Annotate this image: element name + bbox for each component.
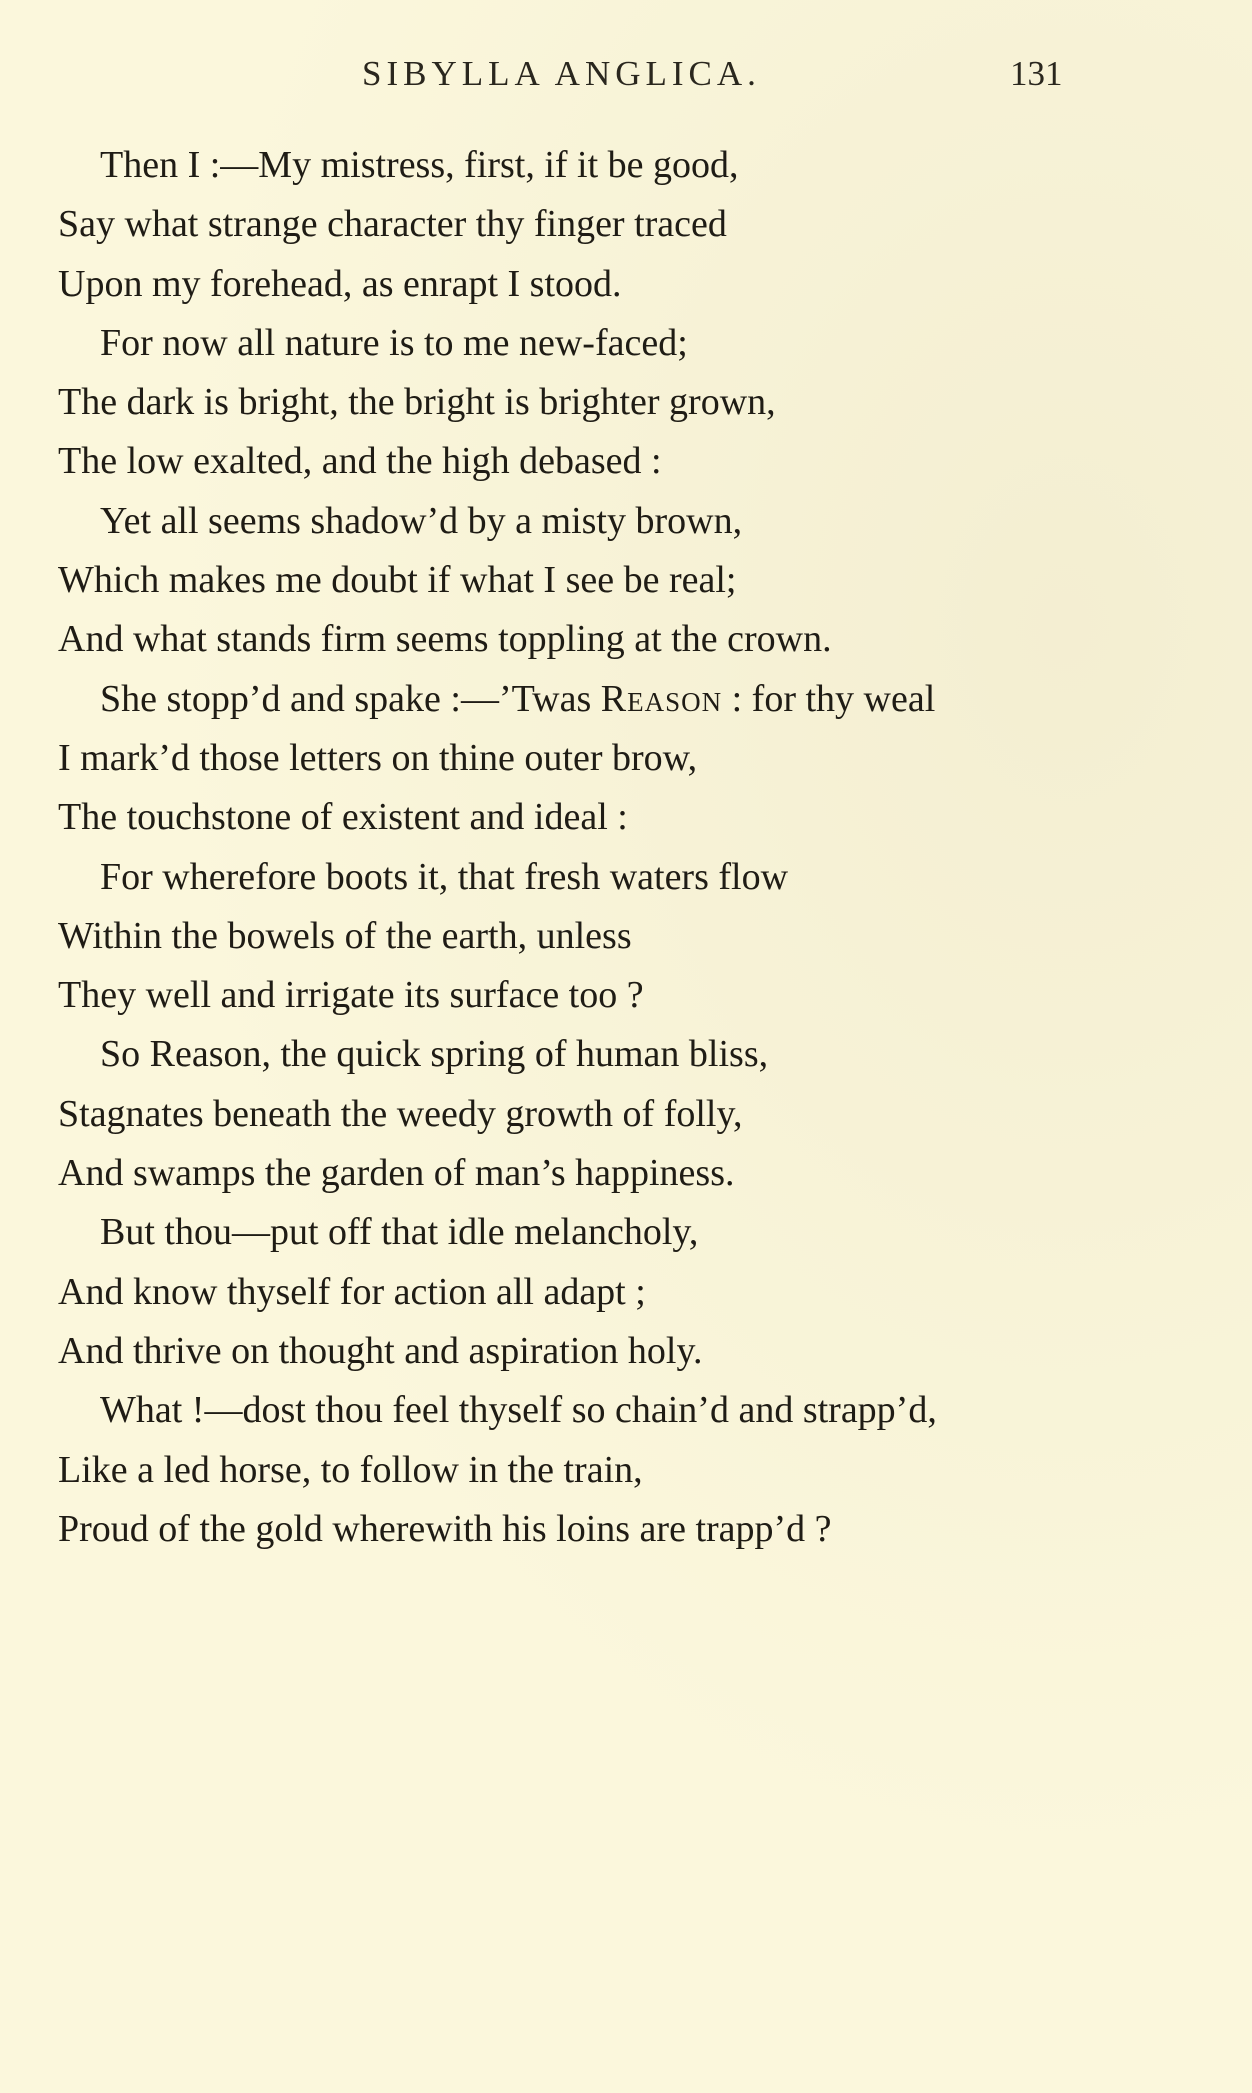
poem-line: Say what strange character thy finger traced (58, 203, 727, 246)
poem-line: For wherefore boots it, that fresh waters flow (100, 855, 789, 898)
poem-line: For now all nature is to me new-faced; (100, 321, 688, 364)
poem-line (58, 670, 1178, 729)
reason-smallcaps: Reason (600, 677, 723, 720)
line-text-after: : for thy weal (722, 677, 936, 720)
page-number: 131 (1010, 54, 1063, 93)
poem-line: The low exalted, and the high debased : (58, 440, 662, 483)
poem-line: Yet all seems shadow’d by a misty brown, (100, 499, 743, 542)
poem-line: I mark’d those letters on thine outer brow, (58, 736, 698, 779)
poem-line: Then I :—My mistress, first, if it be good, (100, 144, 739, 186)
poem-line: And what stands firm seems toppling at the crown. (58, 618, 832, 661)
poem-line: And know thyself for action all adapt ; (58, 1270, 646, 1313)
poem-line: Stagnates beneath the weedy growth of folly, (58, 1092, 743, 1135)
poem-line: What !—dost thou feel thyself so chain’d and strapp’d, (100, 1389, 937, 1432)
poem-line: Within the bowels of the earth, unless (58, 914, 632, 957)
poem-line: And swamps the garden of man’s happiness. (58, 1152, 735, 1195)
poem-line: Like a led horse, to follow in the train, (58, 1448, 643, 1491)
poem-line: They well and irrigate its surface too ? (58, 974, 644, 1017)
line-text-before: She stopp’d and spake :—’Twas (100, 677, 601, 720)
poem-line: But thou—put off that idle melancholy, (100, 1211, 699, 1254)
poem-line: Which makes me doubt if what I see be real; (58, 559, 737, 602)
poem-body (58, 136, 1178, 1559)
poem-line: The dark is bright, the bright is brighter grown, (58, 381, 776, 424)
running-head-title: SIBYLLA ANGLICA. (362, 54, 761, 93)
poem-line: Proud of the gold wherewith his loins are trapp’d ? (58, 1507, 832, 1550)
poem-line: So Reason, the quick spring of human bliss, (100, 1033, 769, 1076)
poem-line: The touchstone of existent and ideal : (58, 796, 628, 839)
poem-line: Upon my forehead, as enrapt I stood. (58, 262, 622, 305)
poem-line: And thrive on thought and aspiration holy. (58, 1329, 703, 1372)
